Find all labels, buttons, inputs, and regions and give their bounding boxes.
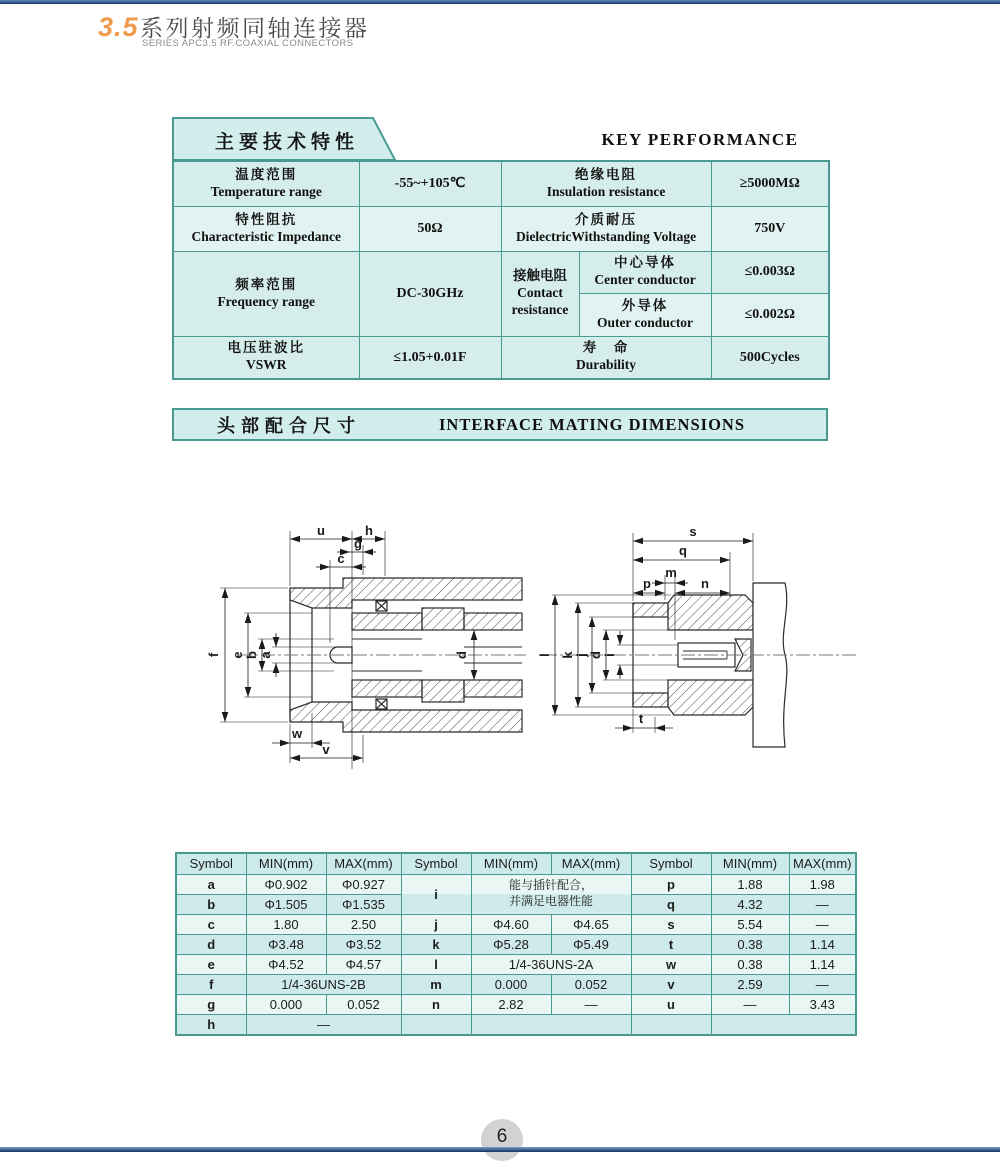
dims-span-value: 1/4-36UNS-2B [246,974,401,994]
svg-text:w: w [291,726,303,741]
dims-symbol: m [401,974,471,994]
dims-min: Φ1.505 [246,894,326,914]
dims-min: 0.38 [711,954,789,974]
dims-symbol: j [401,914,471,934]
dims-symbol: q [631,894,711,914]
key-performance-tab-label: 主要技术特性 [215,132,360,153]
svg-text:s: s [689,524,697,539]
svg-text:c: c [337,551,345,566]
dims-row [176,934,856,954]
dims-min: 1.88 [711,874,789,894]
perf-row-frequency [173,251,829,293]
perf-vswr-value: ≤1.05+0.01F [359,336,501,379]
perf-impedance-label: 特性阻抗 Characteristic Impedance [173,206,359,251]
dims-header-max: MAX(mm) [326,853,401,874]
dims-symbol: t [631,934,711,954]
dims-symbol: f [176,974,246,994]
dims-symbol: g [176,994,246,1014]
key-performance-title: KEY PERFORMANCE [601,130,799,149]
dims-max: — [789,974,856,994]
dims-symbol: v [631,974,711,994]
svg-text:n: n [701,576,709,591]
dims-symbol: e [176,954,246,974]
perf-temp-value: -55~+105℃ [359,161,501,206]
svg-text:m: m [665,565,677,580]
perf-outer-conductor-label: 外导体 Outer conductor [579,293,711,336]
dims-symbol: d [176,934,246,954]
perf-row-vswr [173,336,829,379]
dims-symbol: i [401,874,471,914]
dims-max: Φ5.49 [551,934,631,954]
dims-symbol: p [631,874,711,894]
svg-text:p: p [643,576,651,591]
dims-header-row [176,853,856,874]
svg-text:g: g [354,536,362,551]
dims-header-min: MIN(mm) [246,853,326,874]
svg-text:t: t [638,711,644,726]
perf-frequency-value: DC-30GHz [359,251,501,336]
perf-frequency-label: 频率范围 Frequency range [173,251,359,336]
dims-header-min: MIN(mm) [711,853,789,874]
dims-max: 1.14 [789,954,856,974]
svg-text:l: l [537,653,552,657]
dims-header-min: MIN(mm) [471,853,551,874]
dims-symbol: w [631,954,711,974]
dims-symbol: n [401,994,471,1014]
dims-max: Φ1.535 [326,894,401,914]
dims-min: Φ5.28 [471,934,551,954]
dims-row [176,1014,856,1035]
dims-row [176,874,856,894]
dims-max: — [551,994,631,1014]
dims-note-line1: 能与插针配合， [508,878,593,893]
dims-max: Φ3.52 [326,934,401,954]
perf-durability-value: 500Cycles [711,336,829,379]
dims-symbol: s [631,914,711,934]
dims-max: 0.052 [551,974,631,994]
dims-symbol: a [176,874,246,894]
perf-impedance-value: 50Ω [359,206,501,251]
page-number: 6 [496,1126,508,1147]
mating-panel [753,583,787,747]
dims-max: 2.50 [326,914,401,934]
dims-symbol: h [176,1014,246,1035]
dims-note-line2: 并满足电器性能 [508,894,593,908]
empty-cell [401,1014,471,1035]
performance-table [172,160,830,380]
dims-row [176,954,856,974]
svg-text:q: q [679,543,687,558]
page-subtitle: SERIES APC3.5 RF.COAXIAL CONNECTORS [142,38,354,49]
dims-min: 0.000 [246,994,326,1014]
svg-text:h: h [365,523,373,538]
dims-row [176,974,856,994]
empty-cell [631,1014,711,1035]
dims-max: 1.98 [789,874,856,894]
dims-min: Φ4.52 [246,954,326,974]
perf-temp-label: 温度范围 Temperature range [173,161,359,206]
page-number-badge [481,1119,523,1161]
perf-row-impedance [173,206,829,251]
perf-outer-conductor-value: ≤0.002Ω [711,293,829,336]
plug-interface-drawing [535,505,865,775]
perf-center-conductor-value: ≤0.003Ω [711,251,829,293]
banner-en-label: INTERFACE MATING DIMENSIONS [439,414,746,434]
dims-symbol: u [631,994,711,1014]
perf-dielectric-value: 750V [711,206,829,251]
dims-max: — [789,894,856,914]
dims-header-symbol: Symbol [631,853,711,874]
dims-min: 0.38 [711,934,789,954]
dims-min: 5.54 [711,914,789,934]
svg-text:j: j [574,653,589,657]
dims-max: — [789,914,856,934]
jack-interface-drawing [200,505,530,795]
svg-text:i: i [602,653,617,657]
dims-min: 4.32 [711,894,789,914]
dims-header-max: MAX(mm) [789,853,856,874]
dims-row [176,914,856,934]
svg-text:v: v [322,742,330,757]
perf-dielectric-label: 介质耐压 DielectricWithstanding Voltage [501,206,711,251]
perf-row-temperature [173,161,829,206]
dims-span-value: — [246,1014,401,1035]
dims-min: 2.82 [471,994,551,1014]
series-logo: 3.5 [98,12,139,42]
svg-text:e: e [230,651,245,659]
perf-center-conductor-label: 中心导体 Center conductor [579,251,711,293]
dims-max: 1.14 [789,934,856,954]
svg-text:a: a [258,651,273,659]
dims-min: — [711,994,789,1014]
dims-span-value: 1/4-36UNS-2A [471,954,631,974]
dimension-table [175,852,857,1036]
bottom-rule [0,1147,1000,1152]
svg-text:f: f [206,652,221,658]
dims-note-i [471,874,631,914]
dims-header-symbol: Symbol [401,853,471,874]
dims-min: 1.80 [246,914,326,934]
top-rule [0,0,1000,4]
dims-max: Φ4.65 [551,914,631,934]
empty-cell [471,1014,631,1035]
dims-min: Φ3.48 [246,934,326,954]
dims-symbol: b [176,894,246,914]
page-title: 系列射频同轴连接器 [140,15,370,41]
svg-text:u: u [317,523,325,538]
svg-text:d: d [454,651,469,659]
dims-header-symbol: Symbol [176,853,246,874]
perf-durability-label: 寿 命 Durability [501,336,711,379]
dims-min: Φ4.60 [471,914,551,934]
dims-symbol: l [401,954,471,974]
empty-cell [711,1014,856,1035]
banner-zh-label: 头部配合尺寸 [217,415,361,436]
perf-contact-label: 接触电阻 Contact resistance [501,251,579,336]
dims-header-max: MAX(mm) [551,853,631,874]
perf-vswr-label: 电压驻波比 VSWR [173,336,359,379]
svg-text:b: b [244,651,259,659]
svg-text:d: d [588,651,603,659]
perf-insulation-label: 绝缘电阻 Insulation resistance [501,161,711,206]
dims-max: Φ4.57 [326,954,401,974]
perf-insulation-value: ≥5000MΩ [711,161,829,206]
dims-min: 2.59 [711,974,789,994]
dims-symbol: c [176,914,246,934]
dims-max: 0.052 [326,994,401,1014]
dims-max: 3.43 [789,994,856,1014]
dims-min: Φ0.902 [246,874,326,894]
dims-max: Φ0.927 [326,874,401,894]
dims-row [176,994,856,1014]
dims-min: 0.000 [471,974,551,994]
svg-text:k: k [560,651,575,659]
dims-symbol: k [401,934,471,954]
interface-mating-banner [172,408,828,441]
